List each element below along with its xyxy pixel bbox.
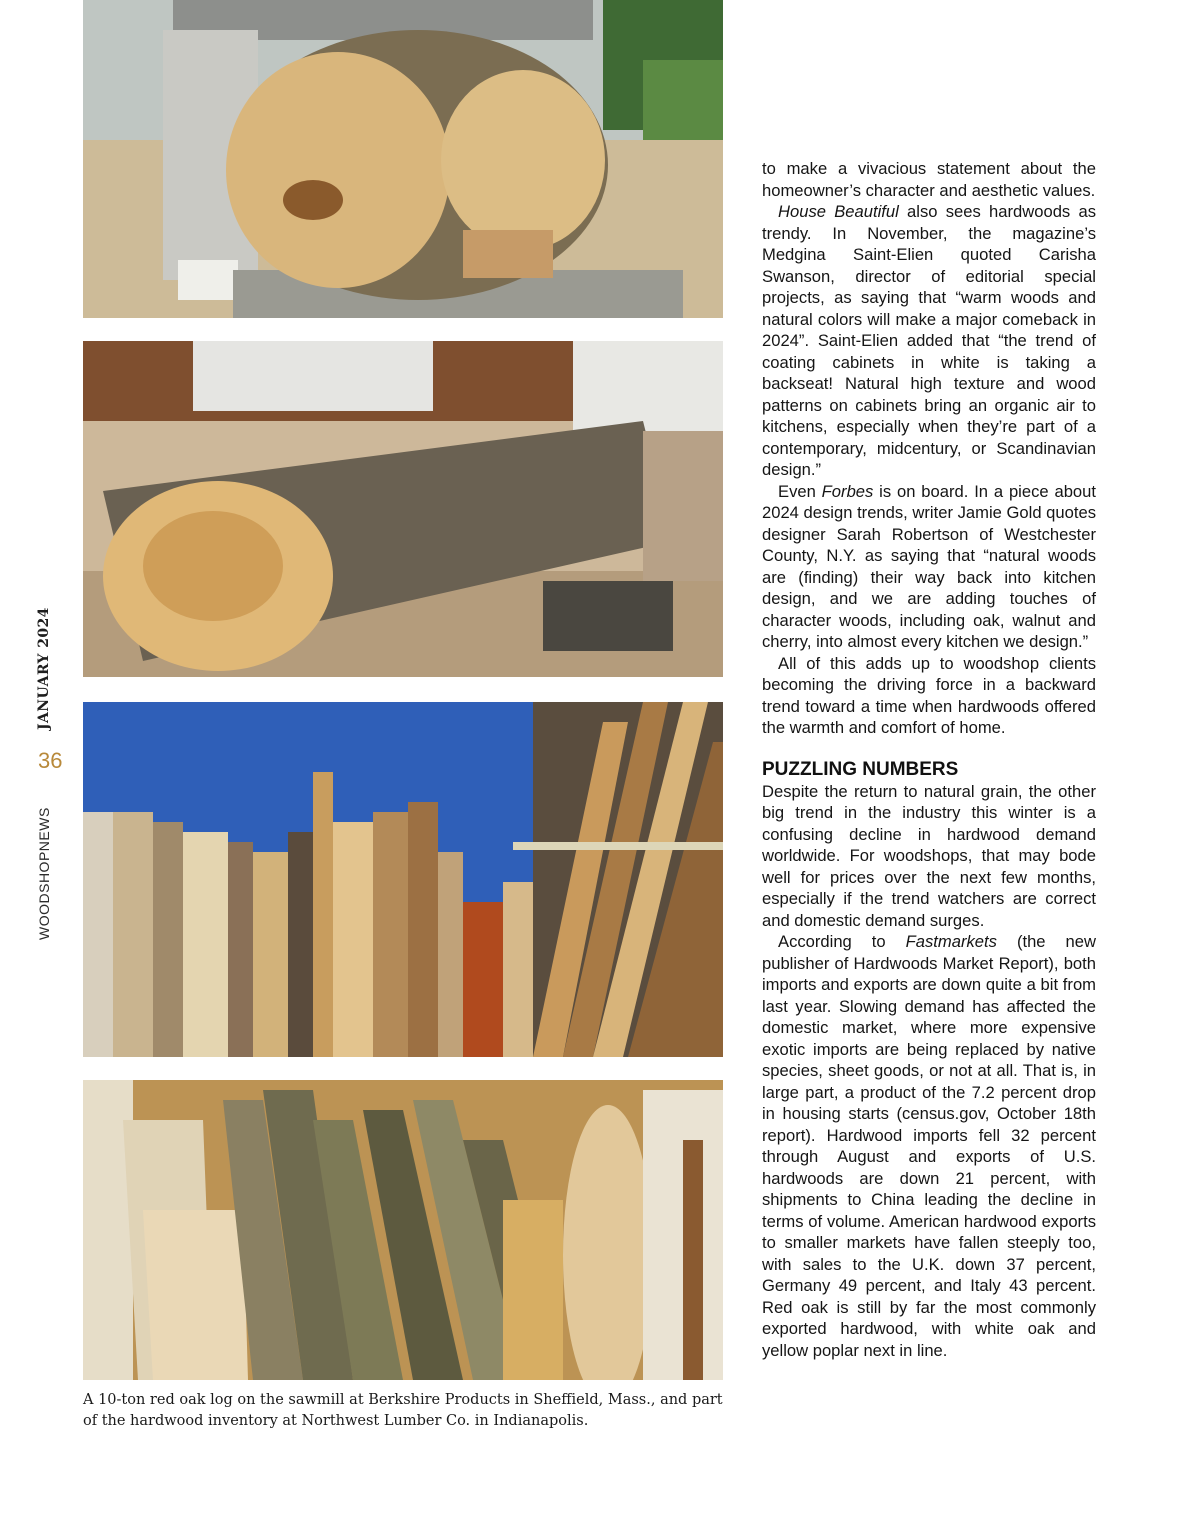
photo-sawmill-log-end — [83, 0, 723, 318]
publication-reference: House Beautiful — [778, 202, 899, 221]
issue-date: JANUARY 2024 — [36, 607, 52, 730]
photo-sawmill-log-side — [83, 341, 723, 677]
paragraph-text: (the new publisher of Hardwoods Market Report), both imports and exports are down quite a bit from last year. Slowing demand has affected the domestic market, where more expensive exotic imports are being replaced by native species, sheet goods, or not at all. That is, in large part, a product of the 7.2 percent drop in housing starts (census.gov, October 18th report). Hardwood imports fell 32 percent through August and exports of U.S. hardwoods are down 21 percent, with shipments to China leading the decline in terms of volume. American hardwood exports to smaller markets have fallen steeply too, with sales to the U.K. down 37 percent, Germany 49 percent, and Italy 43 percent. Red oak is still by far the most commonly exported hardwood, with white oak and yellow poplar next in line. — [762, 932, 1096, 1360]
photo-lumber-rack — [83, 702, 723, 1057]
photo-caption: A 10-ton red oak log on the sawmill at Berkshire Products in Sheffield, Mass., and part of the hardwood inventory at Northwest Lumber Co. in Indianapolis. — [83, 1392, 723, 1429]
article-paragraph — [762, 481, 1096, 653]
article-paragraph: to make a vivacious statement about the homeowner’s character and aesthetic values. — [762, 159, 1096, 200]
publication-name: WOODSHOPNEWS — [36, 807, 52, 940]
publication-reference: Forbes — [821, 481, 874, 501]
article-column — [762, 158, 1096, 1361]
article-paragraph — [762, 201, 1096, 481]
paragraph-text: also sees hardwoods as trendy. In November, the magazine’s Medgina Saint-Elien quoted Carisha Swanson, director of editorial special projects, as saying that “warm woods and natural colors will make a major comeback in 2024”. Saint-Elien added that “the trend of coating cabinets in white is taking a backseat! Natural high texture and wood patterns on cabinets bring an organic air to kitchens, especially when they’re part of a contemporary, midcentury, or Scandinavian design.” — [762, 202, 1096, 479]
section-heading: PUZZLING NUMBERS — [762, 758, 959, 780]
publication-reference: Fastmarkets — [905, 932, 997, 951]
page-number: 36 — [38, 748, 63, 773]
article-paragraph: Despite the return to natural grain, the other big trend in the industry this winter is a confusing decline in hardwood demand worldwide. For woodshops, that may bode well for prices over the next few months, especially if the trend watchers are correct and domestic demand surges. — [762, 781, 1096, 930]
paragraph-text: Even — [778, 481, 822, 501]
photo-live-edge-slabs — [83, 1080, 723, 1380]
paragraph-text: According to — [778, 932, 906, 951]
article-paragraph — [762, 931, 1096, 1361]
article-paragraph: All of this adds up to woodshop clients becoming the driving force in a backward trend toward a time when hardwoods offered the warmth and comfort of home. — [762, 653, 1096, 737]
paragraph-text: is on board. In a piece about 2024 design trends, writer Jamie Gold quotes designer Sarah Robertson of Westchester County, N.Y. as saying that “natural woods are (finding) their way back into kitchen design, and we are adding touches of character woods, including oak, walnut and cherry, into almost every kitchen we design.” — [762, 481, 1096, 651]
